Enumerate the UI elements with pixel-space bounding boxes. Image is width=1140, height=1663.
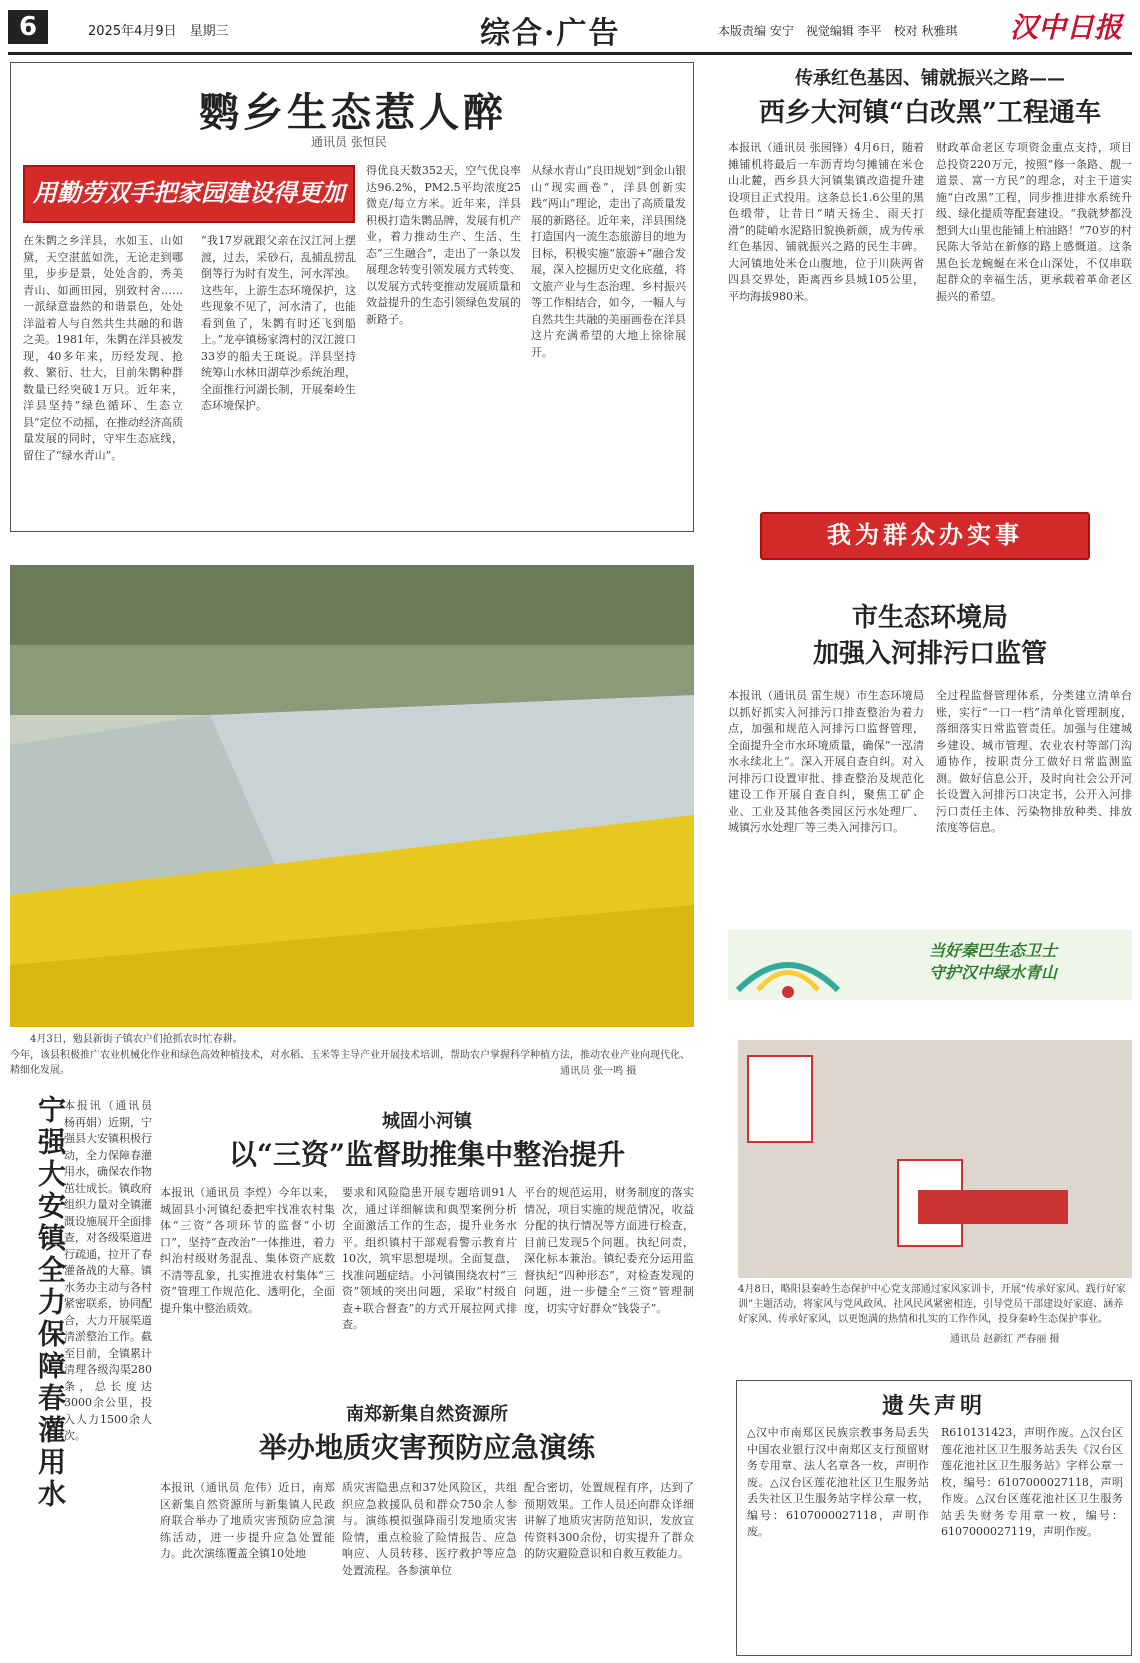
article-three-assets [160,1095,694,1385]
ecology-slogan: 当好秦巴生态卫士 守护汉中绿水青山 [928,941,1057,982]
article-kicker: 传承红色基因、铺就振兴之路—— [795,68,1065,89]
article-column: 财政革命老区专项资金重点支持，项目总投资220万元，按照“修一条路、靓一道景、富一方民”的理念，对主干道实施“白改黑”工程，同步推进排水系统升级、绿化提质等配套建设。“我就梦都没想到大山里也能铺上柏油路！”70岁的村民陈大爷站在新修的路上感慨道。这条黑色长龙蜿蜒在米仓山深处，不仅串联起群众的幸福生活，更承载着革命老区振兴的希望。 [936,141,1132,303]
photo-caption: 4月3日，勉县新街子镇农户们抢抓农时忙春耕。 [30,1034,243,1045]
article-sewage [728,600,1132,1000]
family-cards-photo [738,1040,1132,1278]
article-column: 平台的规范运用，财务制度的落实情况，项目实施的规范情况，收益分配的执行情况等方面进行检查，目前已发现5个问题。执纪问责，深化标本兼治。镇纪委充分运用监督执纪“四种形态”，对检查发现的问题，进一步健全“三资”管理制度，切实守好群众“钱袋子”。 [524,1186,694,1315]
article-kicker: 南郑新集自然资源所 [346,1404,508,1425]
article-column: 本报讯（通讯员 李煌）今年以来，城固县小河镇纪委把牢找准农村集体“三资”各项环节的监督“小切口”，坚持“查改治”一体推进，着力纠治村级财务混乱、集体资产底数不清等乱象，扎实推进农村集体“三资”管理工作规范化、透明化，全面提升集中整治质效。 [160,1186,335,1315]
article-column: 本报讯（通讯员 危伟）近日，南郑区新集自然资源所与新集镇人民政府联合举办了地质灾害预防应急演练活动，进一步提升应急处置能力。此次演练覆盖全镇10处地 [160,1481,335,1560]
photo-credit: 通讯员 张一鸣 摄 [560,1066,637,1077]
header-rule [8,52,1132,55]
slogan-banner: 用勤劳双手把家园建设得更加美丽 [23,165,355,223]
photo-caption: 4月8日，略阳县秦岭生态保护中心党支部通过家风家训卡，开展“传承好家风、践行好家训”主题活动，将家风与党风政风、社风民风紧密相连，引导党员干部建设好家庭、涵养好家风、传承好家风，以更饱满的热情和扎实的工作作风，投身秦岭生态保护事业。 [738,1284,1126,1325]
page-number: 6 [8,10,48,44]
editor-credits: 本版责编 安宁 视觉编辑 李平 校对 秋雅琪 [718,24,958,38]
article-column: “我17岁就跟父亲在汉江河上摆渡，过去，采砂石，乱捕乱捞乱倒等行为时有发生，河水浑浊。这些年，上游生态环境保护，这些现象不见了，河水清了，也能看到鱼了，朱鹮有时还飞到船上。”龙亭镇杨家湾村的汉江渡口33岁的船夫王斑说。洋县坚持统筹山水林田湖草沙系统治理，全面推行河湖长制，开展秦岭生态环境保护。 [201,234,356,412]
issue-date: 2025年4月9日 星期三 [88,24,229,39]
article-road [728,62,1132,502]
newspaper-logo: 汉中日报 [1010,11,1123,44]
notice-title: 遗失声明 [881,1393,986,1419]
article-byline: 通讯员 张恒民 [311,135,387,149]
article-column: 配合密切，处置规程有序，达到了预期效果。工作人员还向群众详细讲解了地质灾害防范知识，发放宣传资料300余份，切实提升了群众的防灾避险意识和自救互救能力。 [524,1481,694,1560]
article-drill [160,1400,694,1655]
article-title: 西乡大河镇“白改黑”工程通车 [759,98,1101,128]
notice-column: △汉中市南郑区民族宗教事务局丢失中国农业银行汉中南郑区支行预留财务专用章、法人名章各一枚，声明作废。△汉台区莲花池社区卫生服务站丢失社区卫生服务站字样公章一枚，编号：6107000027118，声明作废。 [747,1426,929,1538]
article-title: 宁强大安镇全力保障春灌用水 [34,1095,67,1511]
page-header [0,0,1140,52]
article-column: 从绿水青山“良田规划”到金山银山“现实画卷”，洋县创新实践“两山”理论，走出了高质量发展的新路径。近年来，洋县围绕打造国内一流生态旅游目的地为目标，积极实施“旅游+”融合发展，深入挖掘历史文化底蕴，将文旅产业与生态治理、乡村振兴等工作相结合，如今，一幅人与自然共生共融的美丽画卷在洋县这片充满希望的大地上徐徐展开。 [531,164,686,359]
article-ecology [10,62,694,532]
lost-notice [736,1380,1132,1656]
article-column: 质灾害隐患点和37处风险区，共组织应急救援队员和群众750余人参与。演练模拟强降雨引发地质灾害险情，重点检验了险情报告、应急响应、人员转移、医疗救护等应急处置流程。各参演单位 [342,1481,517,1577]
article-title: 市生态环境局 加强入河排污口监管 [812,603,1047,669]
article-column: 本报讯（通讯员 张园锋）4月6日，随着摊铺机将最后一车沥青均匀摊铺在米仓山北麓，西乡县大河镇集镇改造提升建设项目正式投用。这条总长1.6公里的黑色缎带，让昔日“晴天扬尘、雨天打滑”的陡峭水泥路旧貌换新颜，成为传承红色基因、铺就振兴之路的民生丰碑。大河镇地处米仓山腹地，位于川陕两省四县交界处，距离西乡县城105公里，平均海拔980米。 [728,141,924,303]
article-title: 以“三资”监督助推集中整治提升 [228,1138,626,1171]
article-column: 在朱鹮之乡洋县，水如玉、山如黛，天空湛蓝如洗，无论走到哪里，步步是景，处处含韵，秀美青山、如画田园，别致村舍……一派绿意盎然的和谐景色，处处洋溢着人与自然共生共融的和谐之美。1981年，朱鹮在洋县被发现，40多年来，历经发现、抢救、繁衍、壮大，目前朱鹮种群数量已经突破1万只。近年来，洋县坚持“绿色循环、生态立县”定位不动摇，在推动经济高质量发展的同时，守牢生态底线，留住了“绿水青山”。 [23,234,183,462]
article-column: 得优良天数352天，空气优良率达96.2%，PM2.5平均浓度25微克/每立方米。近年来，洋县积极打造朱鹮品牌，发展有机产业，着力推动生产、生活、生态“三生融合”，走出了一条以发展理念转变引领发展方式转变、以发展方式转变推动发展质量和效益提升的生态引领绿色发展的新路子。 [366,164,521,326]
article-title: 举办地质灾害预防应急演练 [258,1431,595,1464]
article-column: 本报讯（通讯员 雷生规）市生态环境局以抓好抓实入河排污口排查整治为着力点，加强和规范入河排污口监督管理，全面提升全市水环境质量，确保“一泓清水永续北上”。深入开展自查自纠。对入河排污口设置审批、排查整治及规范化建设工作开展自查自纠，聚焦工矿企业、工业及其他各类园区污水处理厂、城镇污水处理厂等三类入河排污口。 [728,689,924,834]
notice-column: R610131423，声明作废。△汉台区莲花池社区卫生服务站丢失《汉台区莲花池社区卫生服务站》字样公章一枚，编号：6107000027118，声明作废。△汉台区莲花池社区卫生服务站丢失财务专用章一枚，编号：6107000027119，声明作废。 [941,1426,1123,1538]
article-irrigation: 本报讯（通讯员 杨再娟）近期，宁强县大安镇积极行动，全力保障春灌用水，确保农作物茁壮成长。镇政府组织力量对全镇灌溉设施展开全面排查，对各级渠道进行疏通，拉开了春灌备战的大幕。镇水务办主动与各村紧密联系，协同配合，大力开展渠道清淤整治工作。截至目前，全镇累计清理各级沟渠280条，总长度达3000余公里，投入人力1500余人次。 [64,1099,152,1442]
section-title: 综合·广告 [480,16,621,51]
photo-credit: 通讯员 赵新红 严春丽 摄 [950,1334,1060,1345]
photo-description: 今年，该县积极推广农业机械化作业和绿色高效种植技术，对水稻、玉米等主导产业开展技术培训，帮助农户掌握科学种植方法，推动农业产业向现代化、精细化发展。 [10,1050,690,1076]
article-column: 全过程监督管理体系，分类建立清单台账，实行“一口一档”清单化管理制度，落细落实日常监管责任。加强与住建城乡建设、城市管理、农业农村等部门沟通协作，按职责分工做好日常监测监测。做好信息公开，及时向社会公开河长设置入河排污口决定书，公开入河排污口责任主体、污染物排放种类、排放浓度等信息。 [936,689,1132,834]
campaign-banner: 我为群众办实事 [760,512,1090,560]
article-column: 要求和风险隐患开展专题培训91人次，通过详细解读和典型案例分析全面激活工作的生态，提升业务水平。组织镇村干部观看警示教育片10次，筑牢思想堤坝。全面复盘，找准问题症结。小河镇围绕农村“三资”领域的突出问题，采取“村级自查+联合督查”的方式开展拉网式排查。 [342,1186,517,1331]
article-title: 鹦乡生态惹人醉 [199,89,507,136]
article-kicker: 城固小河镇 [382,1111,472,1132]
rice-paddy-photo [10,565,694,1027]
